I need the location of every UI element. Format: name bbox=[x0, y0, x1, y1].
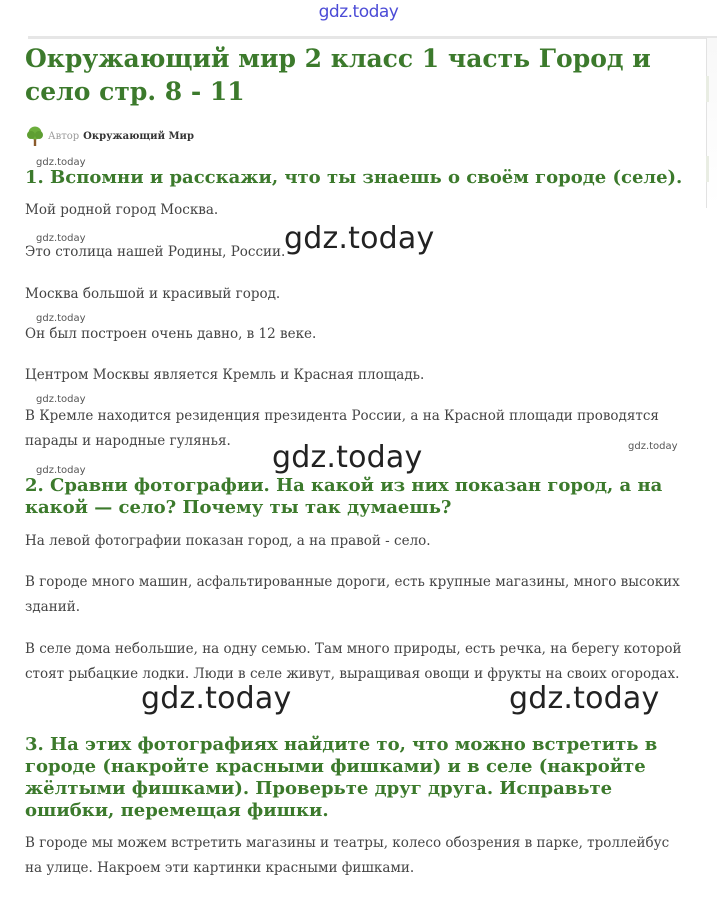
author-byline bbox=[25, 124, 194, 148]
section-3-heading: 3. На этих фотографиях найдите то, что можно встретить в городе (накройте красными фишками) и в селе (накройте жёлтыми фишками). Проверьте друг друга. Исправьте ошибки, перемещая фишки. bbox=[25, 734, 658, 821]
section-1-paragraph: Центром Москвы является Кремль и Красная площадь. bbox=[25, 367, 425, 383]
author-name[interactable]: Окружающий Мир bbox=[83, 130, 194, 142]
watermark-large: gdz.today bbox=[141, 681, 292, 716]
section-1-paragraph: Это столица нашей Родины, России. bbox=[25, 244, 286, 260]
sidebar-marker bbox=[706, 76, 709, 102]
site-logo[interactable]: gdz.today bbox=[318, 2, 399, 22]
header-divider bbox=[28, 36, 717, 39]
section-1-paragraph: Мой родной город Москва. bbox=[25, 202, 219, 218]
watermark-small: gdz.today bbox=[36, 157, 86, 168]
section-2-paragraph: В городе много машин, асфальтированные дороги, есть крупные магазины, много высоких зданий. bbox=[25, 574, 680, 615]
sidebar-edge bbox=[706, 38, 717, 208]
section-3-paragraph: В городе мы можем встретить магазины и театры, колесо обозрения в парке, троллейбус на улице. Накроем эти картинки красными фишками. bbox=[25, 835, 670, 876]
watermark-small: gdz.today bbox=[36, 394, 86, 405]
page-title: Окружающий мир 2 класс 1 часть Город и село стр. 8 - 11 bbox=[25, 44, 651, 106]
watermark-large: gdz.today bbox=[272, 440, 423, 475]
tree-icon bbox=[25, 125, 45, 147]
watermark-small: gdz.today bbox=[36, 465, 86, 476]
section-2-paragraph: В селе дома небольшие, на одну семью. Там много природы, есть речка, на берегу которой стоят рыбацкие лодки. Люди в селе живут, выращивая овощи и фрукты на своих огородах. bbox=[25, 641, 682, 682]
section-2-heading: 2. Сравни фотографии. На какой из них показан город, а на какой — село? Почему ты так думаешь? bbox=[25, 475, 663, 518]
watermark-small: gdz.today bbox=[628, 441, 678, 452]
section-2-paragraph: На левой фотографии показан город, а на правой - село. bbox=[25, 533, 431, 549]
watermark-large: gdz.today bbox=[509, 681, 660, 716]
watermark-large: gdz.today bbox=[284, 221, 435, 256]
section-1-paragraph: В Кремле находится резиденция президента России, а на Красной площади проводятся парады и народные гулянья. bbox=[25, 408, 659, 449]
section-1-heading: 1. Вспомни и расскажи, что ты знаешь о своём городе (селе). bbox=[25, 167, 683, 188]
watermark-small: gdz.today bbox=[36, 233, 86, 244]
watermark-small: gdz.today bbox=[36, 313, 86, 324]
sidebar-marker bbox=[706, 156, 709, 182]
author-label: Автор bbox=[48, 130, 80, 142]
section-1-paragraph: Москва большой и красивый город. bbox=[25, 286, 281, 302]
section-1-paragraph: Он был построен очень давно, в 12 веке. bbox=[25, 326, 317, 342]
